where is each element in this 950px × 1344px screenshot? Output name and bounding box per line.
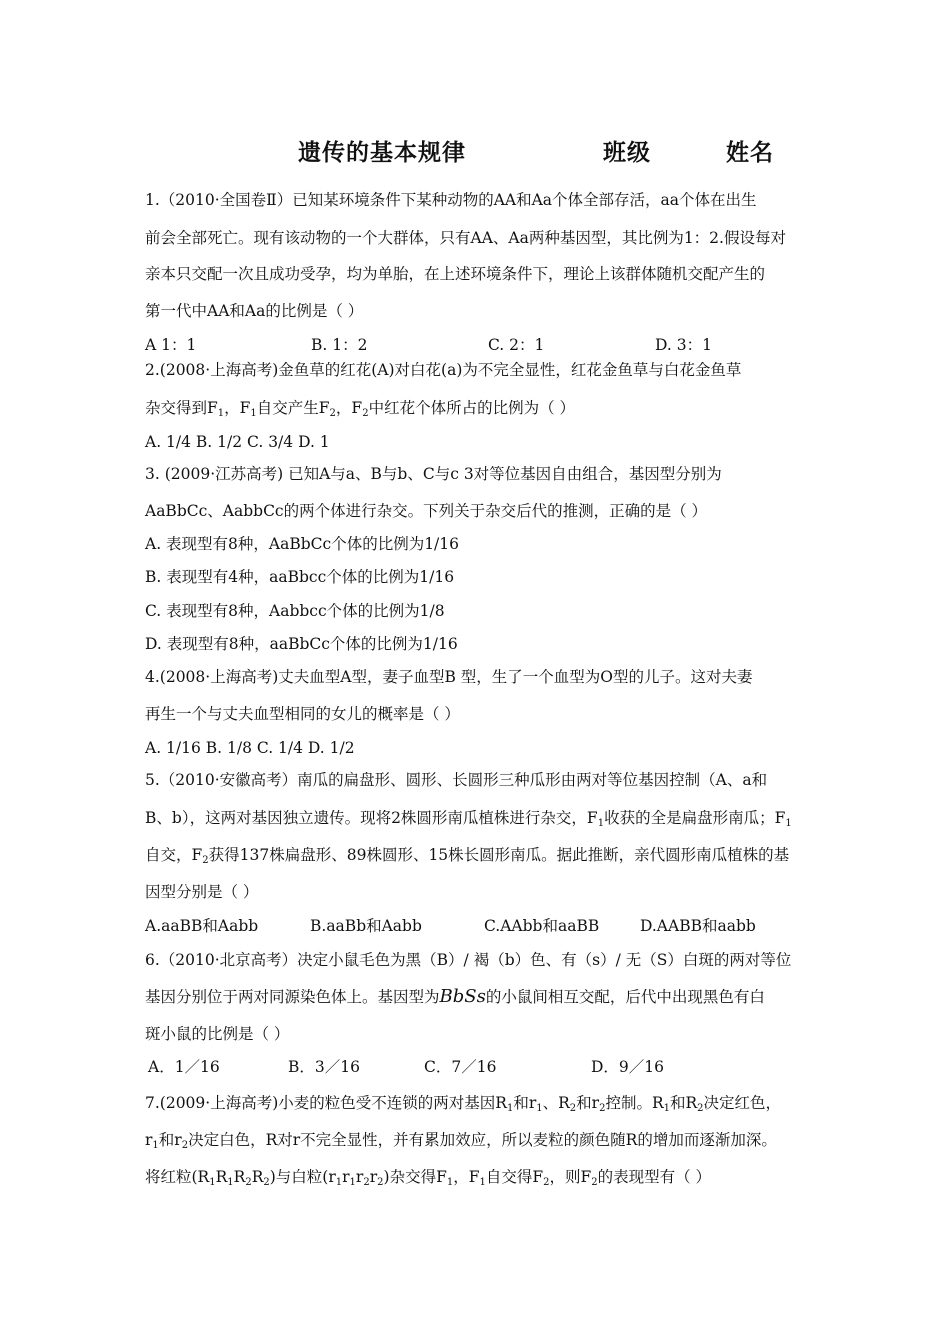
q6-option-c: C．7／16 bbox=[424, 1058, 497, 1076]
q5-line-1: 5.（2010·安徽高考）南瓜的扁盘形、圆形、长圆形三种瓜形由两对等位基因控制（A、a和 bbox=[145, 771, 768, 789]
page-title: 遗传的基本规律 bbox=[298, 139, 466, 166]
q1-line-3: 亲本只交配一次且成功受孕，均为单胎，在上述环境条件下，理论上该群体随机交配产生的 bbox=[145, 265, 766, 283]
q5-line-3: 自交，$F_2$获得137株扁盘形、89株圆形、15株长圆形南瓜。据此推断，亲代圆形南瓜植株的基 bbox=[145, 846, 790, 866]
q5-option-a: A.aaBB和Aabb bbox=[145, 917, 259, 935]
q2-options: A. 1/4 B. 1/2 C. 3/4 D. 1 bbox=[145, 433, 330, 451]
q1-line-4: 第一代中AA和Aa的比例是（ ） bbox=[145, 302, 364, 320]
q6-option-a: A．1／16 bbox=[148, 1058, 220, 1076]
q6-option-b: B．3／16 bbox=[288, 1058, 360, 1076]
q3-option-a: A. 表现型有8种，AaBbCc个体的比例为1/16 bbox=[145, 535, 460, 553]
q1-option-d: D. 3：1 bbox=[655, 336, 712, 354]
q3-line-2: AaBbCc、AabbCc的两个体进行杂交。下列关于杂交后代的推测，正确的是（ ） bbox=[145, 502, 708, 520]
q1-option-b: B. 1：2 bbox=[311, 336, 368, 354]
q6-option-d: D．9／16 bbox=[591, 1058, 665, 1076]
class-label: 班级 bbox=[603, 139, 651, 166]
q3-option-d: D. 表现型有8种，aaBbCc个体的比例为1/16 bbox=[145, 635, 458, 653]
q5-option-c: C.AAbb和aaBB bbox=[484, 917, 600, 935]
q1-line-2: 前会全部死亡。现有该动物的一个大群体，只有AA、Aa两种基因型，其比例为1：2.假设每对 bbox=[145, 229, 786, 247]
q3-line-1: 3. (2009·江苏高考) 已知A与a、B与b、C与c 3对等位基因自由组合，基因型分别为 bbox=[145, 465, 722, 483]
q7-line-1: 7.(2009·上海高考)小麦的粒色受不连锁的两对基因$R_1$和$r_1$、$R_2$和$r_2$控制。$R_1$和$R_2$决定红色， bbox=[145, 1094, 782, 1114]
q6-line-1: 6.（2010·北京高考）决定小鼠毛色为黑（B）/ 褐（b）色、有（s）/ 无（S）白斑的两对等位 bbox=[145, 951, 792, 969]
q5-option-b: B.aaBb和Aabb bbox=[310, 917, 422, 935]
q3-option-b: B. 表现型有4种，aaBbcc个体的比例为1/16 bbox=[145, 568, 455, 586]
q4-line-2: 再生一个与丈夫血型相同的女儿的概率是（ ） bbox=[145, 705, 460, 723]
q4-line-1: 4.(2008·上海高考)丈夫血型A型，妻子血型B 型，生了一个血型为O型的儿子。这对夫妻 bbox=[145, 668, 753, 686]
q4-options: A. 1/16 B. 1/8 C. 1/4 D. 1/2 bbox=[145, 739, 355, 757]
q5-line-4: 因型分别是（ ） bbox=[145, 883, 259, 901]
q2-line-2: 杂交得到$F_1$，$F_1$自交产生$F_2$，$F_2$中红花个体所占的比例为（ ） bbox=[145, 399, 575, 419]
q3-option-c: C. 表现型有8种，Aabbcc个体的比例为1/8 bbox=[145, 602, 445, 620]
q6-line-2: 基因分别位于两对同源染色体上。基因型为BbSs的小鼠间相互交配，后代中出现黑色有白 bbox=[145, 986, 765, 1007]
q5-option-d: D.AABB和aabb bbox=[640, 917, 756, 935]
q7-line-2: $r_1$和$r_2$决定白色，R对r不完全显性，并有累加效应，所以麦粒的颜色随R的增加而逐渐加深。 bbox=[145, 1131, 777, 1151]
q1-line-1: 1.（2010·全国卷Ⅱ）已知某环境条件下某种动物的AA和Aa个体全部存活，aa个体在出生 bbox=[145, 191, 757, 209]
q6-line-3: 斑小鼠的比例是（ ） bbox=[145, 1025, 290, 1043]
q1-option-c: C. 2：1 bbox=[488, 336, 545, 354]
q5-line-2: B、b），这两对基因独立遗传。现将2株圆形南瓜植株进行杂交，$F_1$收获的全是扁盘形南瓜；$F_1$ bbox=[145, 809, 792, 829]
q1-option-a: A 1：1 bbox=[145, 336, 197, 354]
q7-line-3: 将红粒$(R_1R_1R_2R_2)$与白粒$(r_1r_1r_2r_2)$杂交得$F_1$，$F_1$自交得$F_2$，则$F_2$的表现型有（ ） bbox=[145, 1168, 712, 1188]
q2-line-1: 2.(2008·上海高考)金鱼草的红花(A)对白花(a)为不完全显性，红花金鱼草与白花金鱼草 bbox=[145, 361, 742, 379]
name-label: 姓名 bbox=[726, 139, 774, 166]
